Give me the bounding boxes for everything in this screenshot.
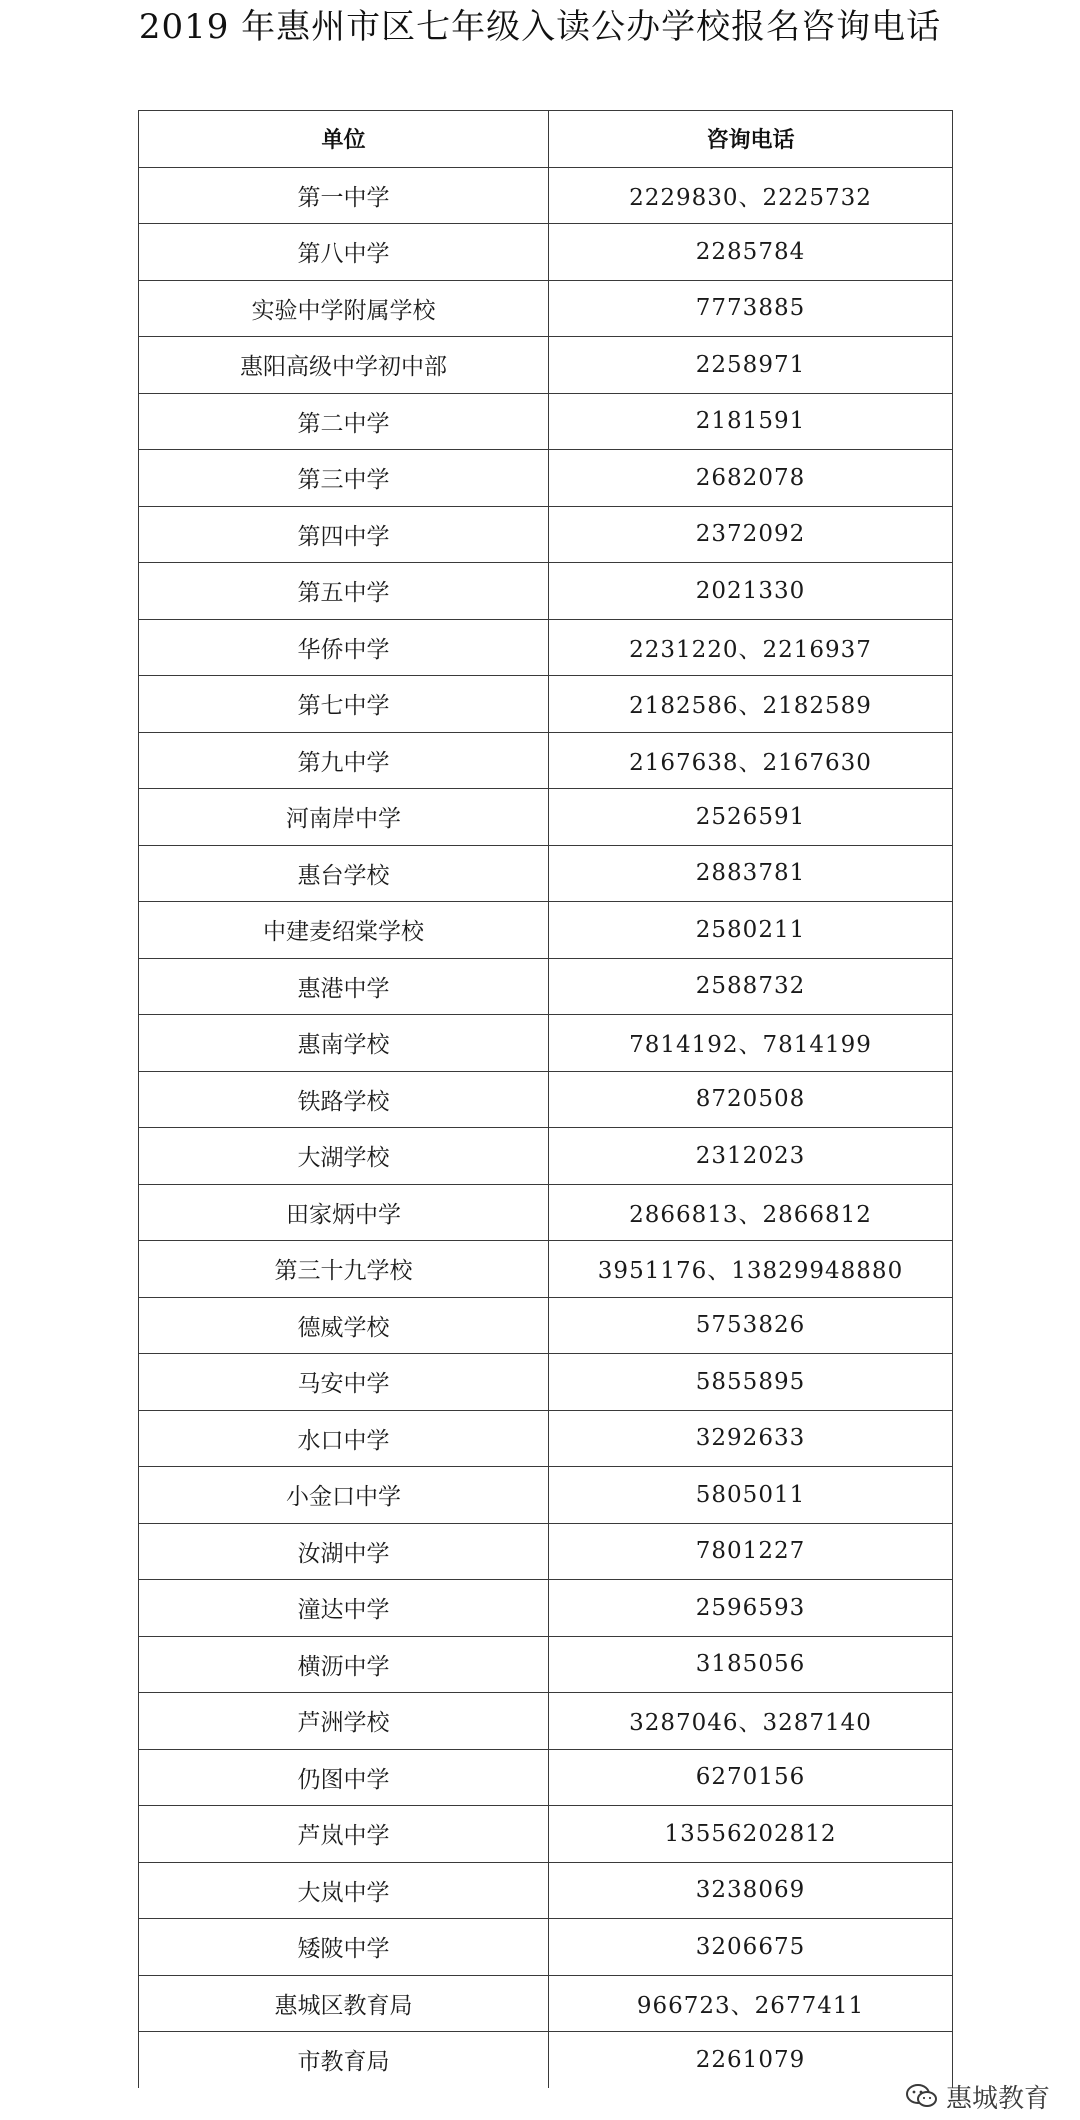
phone-cell: 3292633	[549, 1410, 953, 1467]
unit-cell: 第二中学	[139, 393, 549, 450]
phone-cell: 7814192、7814199	[549, 1015, 953, 1072]
unit-cell: 大岚中学	[139, 1862, 549, 1919]
unit-cell: 第四中学	[139, 506, 549, 563]
watermark	[904, 2076, 1050, 2116]
unit-cell: 马安中学	[139, 1354, 549, 1411]
phone-cell: 2021330	[549, 563, 953, 620]
unit-cell: 惠港中学	[139, 958, 549, 1015]
unit-cell: 第八中学	[139, 224, 549, 281]
phone-cell: 2682078	[549, 450, 953, 507]
table-row	[139, 1975, 953, 2032]
table-row	[139, 224, 953, 281]
table-row	[139, 676, 953, 733]
table-row	[139, 2032, 953, 2088]
unit-cell: 第三十九学校	[139, 1241, 549, 1298]
phone-cell: 5805011	[549, 1467, 953, 1524]
phone-cell: 2231220、2216937	[549, 619, 953, 676]
phone-cell: 3238069	[549, 1862, 953, 1919]
table-row	[139, 1128, 953, 1185]
table-row	[139, 1862, 953, 1919]
unit-cell: 中建麦绍棠学校	[139, 902, 549, 959]
table-row	[139, 1636, 953, 1693]
table-row	[139, 1015, 953, 1072]
wechat-icon	[904, 2082, 940, 2110]
table-row	[139, 1071, 953, 1128]
phone-cell: 3951176、13829948880	[549, 1241, 953, 1298]
unit-cell: 仍图中学	[139, 1749, 549, 1806]
phone-cell: 2182586、2182589	[549, 676, 953, 733]
table-row	[139, 280, 953, 337]
phone-cell: 2258971	[549, 337, 953, 394]
unit-cell: 汝湖中学	[139, 1523, 549, 1580]
unit-cell: 田家炳中学	[139, 1184, 549, 1241]
phone-cell: 3287046、3287140	[549, 1693, 953, 1750]
unit-cell: 第五中学	[139, 563, 549, 620]
phone-cell: 2866813、2866812	[549, 1184, 953, 1241]
unit-cell: 第七中学	[139, 676, 549, 733]
phone-cell: 6270156	[549, 1749, 953, 1806]
unit-cell: 惠城区教育局	[139, 1975, 549, 2032]
phone-cell: 5753826	[549, 1297, 953, 1354]
table-row	[139, 732, 953, 789]
phone-cell: 13556202812	[549, 1806, 953, 1863]
phone-cell: 7801227	[549, 1523, 953, 1580]
phone-cell: 2883781	[549, 845, 953, 902]
phone-cell: 3185056	[549, 1636, 953, 1693]
unit-cell: 第三中学	[139, 450, 549, 507]
table-row	[139, 958, 953, 1015]
table-row	[139, 1354, 953, 1411]
table-row	[139, 167, 953, 224]
phone-cell: 2181591	[549, 393, 953, 450]
table-row	[139, 337, 953, 394]
unit-cell: 第一中学	[139, 167, 549, 224]
unit-cell: 矮陂中学	[139, 1919, 549, 1976]
table-row	[139, 450, 953, 507]
phone-cell: 2580211	[549, 902, 953, 959]
table-header-row	[139, 111, 953, 168]
table-row	[139, 1241, 953, 1298]
table-row	[139, 506, 953, 563]
phone-cell: 2588732	[549, 958, 953, 1015]
phone-cell: 2167638、2167630	[549, 732, 953, 789]
contact-table	[138, 110, 953, 2088]
phone-cell: 5855895	[549, 1354, 953, 1411]
phone-cell: 2312023	[549, 1128, 953, 1185]
unit-cell: 潼达中学	[139, 1580, 549, 1637]
phone-cell: 2285784	[549, 224, 953, 281]
table-row	[139, 1749, 953, 1806]
unit-cell: 德威学校	[139, 1297, 549, 1354]
unit-cell: 铁路学校	[139, 1071, 549, 1128]
unit-cell: 大湖学校	[139, 1128, 549, 1185]
table-row	[139, 393, 953, 450]
table-row	[139, 1523, 953, 1580]
table-row	[139, 1919, 953, 1976]
unit-cell: 水口中学	[139, 1410, 549, 1467]
table-row	[139, 1693, 953, 1750]
phone-cell: 966723、2677411	[549, 1975, 953, 2032]
column-header-unit: 单位	[139, 111, 549, 168]
phone-cell: 2596593	[549, 1580, 953, 1637]
unit-cell: 小金口中学	[139, 1467, 549, 1524]
phone-cell: 7773885	[549, 280, 953, 337]
phone-cell: 2372092	[549, 506, 953, 563]
table-row	[139, 619, 953, 676]
unit-cell: 实验中学附属学校	[139, 280, 549, 337]
unit-cell: 惠台学校	[139, 845, 549, 902]
unit-cell: 第九中学	[139, 732, 549, 789]
table-row	[139, 845, 953, 902]
phone-cell: 8720508	[549, 1071, 953, 1128]
table-row	[139, 1467, 953, 1524]
table-row	[139, 1806, 953, 1863]
unit-cell: 河南岸中学	[139, 789, 549, 846]
table-row	[139, 902, 953, 959]
table-row	[139, 1184, 953, 1241]
page-title: 2019 年惠州市区七年级入读公办学校报名咨询电话	[138, 7, 942, 47]
unit-cell: 横沥中学	[139, 1636, 549, 1693]
phone-cell: 2229830、2225732	[549, 167, 953, 224]
unit-cell: 芦洲学校	[139, 1693, 549, 1750]
unit-cell: 惠阳高级中学初中部	[139, 337, 549, 394]
watermark-label: 惠城教育	[945, 2083, 1050, 2114]
table-row	[139, 563, 953, 620]
phone-cell: 2261079	[549, 2032, 953, 2088]
unit-cell: 华侨中学	[139, 619, 549, 676]
column-header-phone: 咨询电话	[549, 111, 953, 168]
unit-cell: 芦岚中学	[139, 1806, 549, 1863]
unit-cell: 惠南学校	[139, 1015, 549, 1072]
table-row	[139, 1580, 953, 1637]
phone-cell: 3206675	[549, 1919, 953, 1976]
phone-cell: 2526591	[549, 789, 953, 846]
unit-cell: 市教育局	[139, 2032, 549, 2088]
table-row	[139, 1410, 953, 1467]
table-row	[139, 1297, 953, 1354]
table-row	[139, 789, 953, 846]
